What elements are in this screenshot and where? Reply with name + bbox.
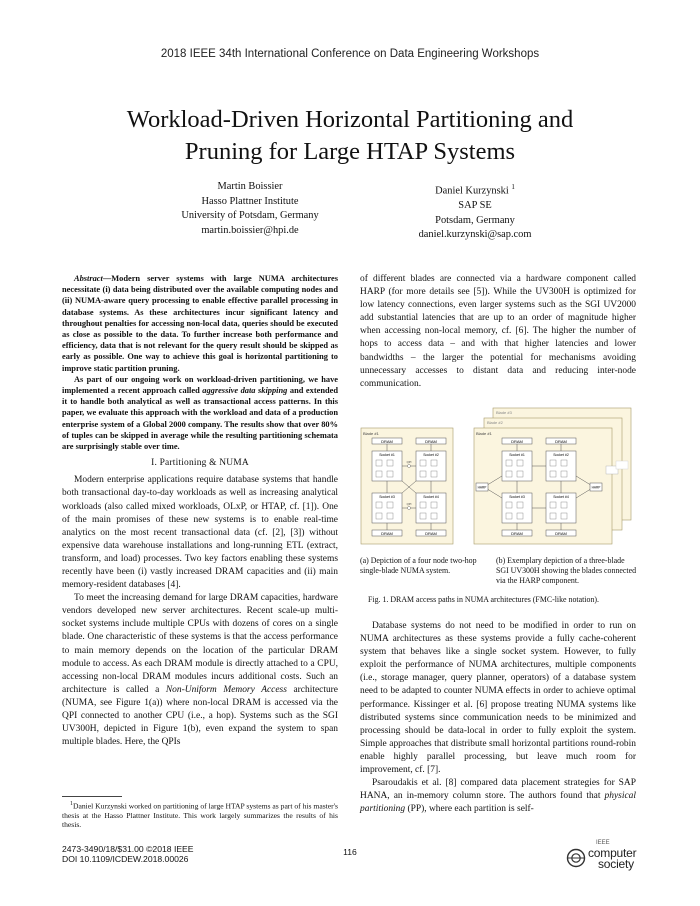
title-line-2: Pruning for Large HTAP Systems	[184, 138, 516, 165]
author-1	[160, 180, 340, 238]
author-affiliation: University of Potsdam, Germany	[181, 210, 319, 222]
author-name: Martin Boissier	[217, 181, 283, 192]
abstract-text: As part of our ongoing work on workload-driven partitioning, we have implemented a recent approach called	[62, 374, 338, 396]
abstract-label: Abstract	[74, 274, 103, 283]
computer-society-logo	[566, 840, 646, 874]
socket-label: Socket #2	[423, 453, 439, 457]
emphasis: Non-Uniform Memory Access	[165, 684, 287, 695]
socket-label: Socket #1	[509, 453, 525, 457]
author-affiliation: SAP SE	[458, 200, 492, 212]
author-email[interactable]: martin.boissier@hpi.de	[201, 224, 299, 236]
title-line-1: Workload-Driven Horizontal Partitioning and	[126, 106, 574, 133]
doi-line[interactable]: DOI 10.1109/ICDEW.2018.00026	[62, 854, 189, 865]
subcaption-b: (b) Exemplary depiction of a three-blade SGI UV300H showing the blades connected via the HARP component.	[496, 556, 637, 585]
right-column-top	[360, 273, 636, 391]
paper-title	[60, 104, 640, 168]
section-heading: I. Partitioning & NUMA	[151, 458, 249, 469]
socket-label: Socket #1	[379, 453, 395, 457]
qpi-node	[408, 507, 411, 510]
blade-label: Blade #2	[487, 420, 503, 425]
paragraph: Database systems do not need to be modified in order to run on NUMA architectures as these systems provide a fully cache-coherent system that behaves like a single socket system. However, to fully exploit the performance of NUMA architectures, multiple components (i.e., storage manager, query planner, operators) of a database system need to be adapted to counter NUMA effects in order to achieve optimal performance. Kissinger et al. [6] propose treating NUMA systems like distributed systems since communication needs to be minimized and processing should be data-local in order to fully exploit the system. Simple approaches that distribute small horizontal partitions round-robin enable highly parallel processing, but leave much room for improvement, cf. [7].	[360, 621, 636, 776]
harp-label: HARP	[591, 485, 601, 490]
dram-label: DRAM	[511, 438, 523, 444]
footer-left	[62, 844, 282, 865]
blade-label: Blade #3	[496, 410, 512, 415]
abstract-text: and extended it to handle both analytical as well as transactional access patterns. In this paper, we evaluate this approach with the workload and data of a production enterprise system of a Global 2000 company. The results show that over 80% of tuples can be skipped in average while the resulting partitioning schemata are surprisingly stable over time.	[62, 386, 339, 452]
conference-header: 2018 IEEE 34th International Conference on Data Engineering Workshops	[160, 48, 540, 60]
footnote-mark: 1	[70, 801, 73, 807]
figure-1	[360, 406, 636, 552]
dram-label: DRAM	[381, 530, 393, 536]
ieee-cs-logo-icon	[566, 848, 586, 868]
logo-line-1: computer	[588, 846, 637, 860]
figure-caption: Fig. 1. DRAM access paths in NUMA architectures (FMC-like notation).	[368, 595, 599, 604]
author-name: Daniel Kurzynski $^1$	[435, 183, 515, 197]
dram-label: DRAM	[381, 438, 393, 444]
paragraph: To meet the increasing demand for large DRAM capacities, hardware vendors developed new server architectures. Recent scale-up multi-socket systems include multiple CPUs with dozens of cores on a single blade. One characteristic of these systems is that the access performance to main memory depends on the location of the particular DRAM module to access. As each DRAM module is directly attached to a CPU, accessing non-local DRAM modules incurs additional costs. Such an architecture is called a Non-Uniform Memory Access architecture (NUMA, see Figure 1(a)) where non-local DRAM is accessed via the QPI connected to another CPU (i.e., a hop). Systems such as the SGI UV300H, depicted in Figure 1(b), even expand the system to span multiple blades. Here, the QPIs	[62, 593, 338, 748]
logo-wordmark	[588, 848, 636, 870]
abstract-emphasis: aggressive data skipping	[202, 386, 288, 396]
harp-label: HARP	[477, 485, 487, 490]
logo-small-text: IEEE	[596, 840, 610, 846]
subcaption-a: (a) Depiction of a four node two-hop single-blade NUMA system.	[360, 556, 477, 575]
socket-label: Socket #4	[423, 495, 439, 499]
socket-label: Socket #3	[379, 495, 395, 499]
page-number: 116	[343, 847, 357, 857]
footnote	[62, 796, 338, 830]
emphasis: physical partitioning	[360, 791, 636, 815]
blade-label: Blade #1	[476, 431, 492, 436]
qpi-label: QPI	[406, 501, 412, 506]
abstract-text: —Modern server systems with large NUMA architectures necessitate (i) data being distributed over the available computing nodes and (ii) NUMA-aware query processing to enable effective parallel processing in database systems. As these architectures incur significant latency and throughout penalties for accessing non-local data, queries should be executed as close as possible to the data. To further increase both performance and efficiency, data that is not relevant for the query result should be skipped as early as possible. One way to achieve this goal is horizontal partitioning to improve static partition pruning.	[62, 274, 338, 373]
dram-label: DRAM	[425, 530, 437, 536]
paragraph: of different blades are connected via a hardware component called HARP (for more details see [5]). While the UV300H is optimized for low latency connections, even larger systems such as the SGI UV2000 add substantial latencies that are up to an order of magnitude higher when accessing non-local memory, cf. [6]. The higher the number of hops to access data – and with that higher latencies and lower bandwidths – the larger the potential for mechanisms avoiding unnecessary accesses to distant data and reducing inter-node communication.	[360, 274, 636, 389]
harp-box	[616, 461, 628, 469]
dram-label: DRAM	[511, 530, 523, 536]
socket-label: Socket #4	[553, 495, 569, 499]
footnote-rule	[62, 796, 122, 797]
dram-label: DRAM	[425, 438, 437, 444]
socket-label: Socket #2	[553, 453, 569, 457]
qpi-label: QPI	[406, 459, 412, 464]
dram-label: DRAM	[555, 438, 567, 444]
dram-label: DRAM	[555, 530, 567, 536]
author-footnote-mark: 1	[511, 183, 515, 191]
paragraph: Psaroudakis et al. [8] compared data placement strategies for SAP HANA, an in-memory column store. The authors found that physical partitioning (PP), where each partition is self-	[360, 778, 636, 815]
logo-line-2: society	[598, 857, 634, 871]
author-2	[385, 180, 565, 243]
paragraph: Modern enterprise applications require database systems that handle both transactional day-to-day workloads as well as increasing analytical workloads (also called mixed workloads, OLxP, or HTAP, cf. [1]). One of the main promises of these new systems is to enable real-time analytics on the most recent transactional data (cf. [2], [3]) without expensive data warehouse installations and long-running ETL (extract, transform, and load) processes. Two key factors enabling these systems recently have been (i) vastly increased DRAM capacities and (ii) main memory-resident databases [4].	[62, 475, 338, 591]
abstract	[62, 273, 338, 452]
author-affiliation: Hasso Plattner Institute	[201, 195, 299, 207]
blade-a-frame	[361, 428, 453, 544]
qpi-node	[408, 465, 411, 468]
author-email[interactable]: daniel.kurzynski@sap.com	[418, 229, 532, 241]
blade-label: Blade #1	[363, 431, 379, 436]
socket-label: Socket #3	[509, 495, 525, 499]
footnote-text: Daniel Kurzynski worked on partitioning of large HTAP systems as part of his master's thesis at the Hasso Plattner Institute. This work largely summarizes the results of his thesis.	[62, 801, 338, 830]
issn-line: 2473-3490/18/$31.00 ©2018 IEEE	[62, 844, 194, 854]
author-affiliation: Potsdam, Germany	[435, 214, 515, 226]
numa-diagram	[360, 406, 636, 552]
left-column	[62, 273, 338, 749]
right-column-bottom	[360, 620, 636, 816]
